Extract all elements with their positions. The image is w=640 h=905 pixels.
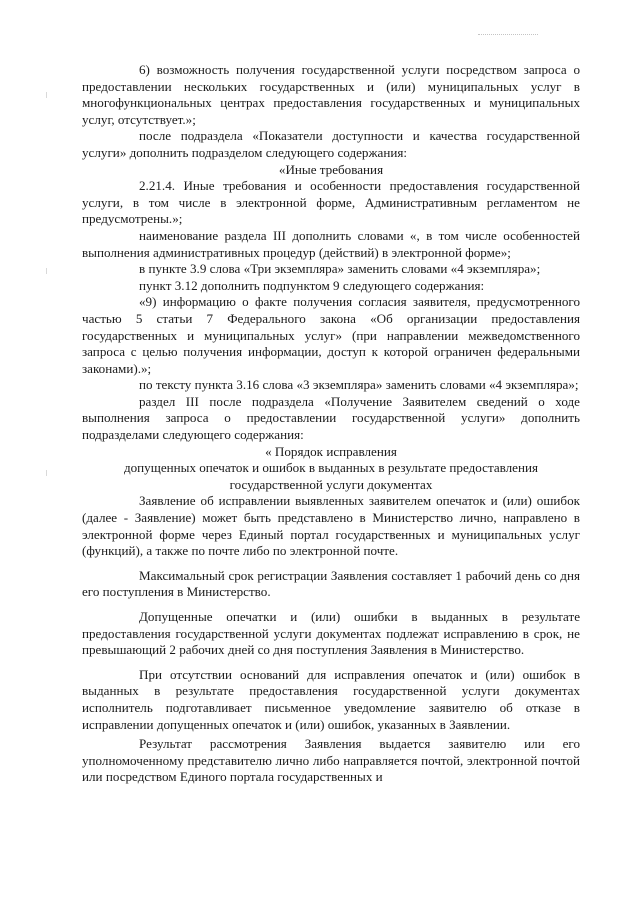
paragraph-section-iii-addition: раздел III после подраздела «Получение Заявителем сведений о ходе выполнения запроса о предоставлении государственной услуги» дополнить подразделами следующего содержания: xyxy=(82,393,580,443)
document-body xyxy=(82,62,580,786)
paragraph-2-21-4: 2.21.4. Иные требования и особенности предоставления государственной услуги, в том числе в электронной форме, Административным регламентом не предусмотрены.»; xyxy=(82,178,580,227)
paragraph-subitem-9: «9) информацию о факте получения согласия заявителя, предусмотренного частью 5 статьи 7 Федерального закона «Об организации предоставления государственных и муниципальных услуг» (при направлении межведомственного запроса с целью получения информации, доступ к которой ограничен федеральными законами).»; xyxy=(82,294,580,376)
paragraph-refusal-notice: При отсутствии оснований для исправления опечаток и (или) ошибок в выданных в результате предоставления государственной услуги документах исполнитель подготавливает письменное уведомление заявителю об отказе в исправлении допущенных опечаток и (или) ошибок, указанных в Заявлении. xyxy=(82,666,580,732)
paragraph-correction-term: Допущенные опечатки и (или) ошибки в выданных в результате предоставления государственной услуги документах подлежат исправлению в срок, не превышающий 2 рабочих дней со дня поступления Заявления в Министерство. xyxy=(82,609,580,658)
subsection-heading-other-requirements: «Иные требования xyxy=(278,161,384,177)
heading-correction-procedure-line-3: государственной услуги документах xyxy=(229,476,433,492)
scan-mark xyxy=(478,34,538,37)
heading-correction-procedure-line-1: « Порядок исправления xyxy=(265,443,397,459)
paragraph-result-delivery: Результат рассмотрения Заявления выдается заявителю или его уполномоченному представителю лично либо направляется почтой, электронной почтой или посредством Единого портала государственных и xyxy=(82,736,580,785)
paragraph-registration-term: Максимальный срок регистрации Заявления составляет 1 рабочий день со дня его поступления в Министерство. xyxy=(82,567,580,600)
paragraph-item-3-16: по тексту пункта 3.16 слова «3 экземпляра» заменить словами «4 экземпляра»; xyxy=(139,377,579,393)
scan-speck xyxy=(46,470,47,476)
paragraph-item-3-12: пункт 3.12 дополнить подпунктом 9 следующего содержания: xyxy=(139,277,485,293)
paragraph-amendment-subsection: после подраздела «Показатели доступности и качества государственной услуги» дополнить подразделом следующего содержания: xyxy=(82,128,580,160)
scan-speck xyxy=(46,268,47,274)
paragraph-section-iii-title: наименование раздела III дополнить словами «, в том числе особенностей выполнения административных процедур (действий) в электронной форме»; xyxy=(82,227,580,260)
scan-speck xyxy=(46,92,47,98)
paragraph-application-submission: Заявление об исправлении выявленных заявителем опечаток и (или) ошибок (далее - Заявление) может быть представлено в Министерство лично, направлено в электронной форме через Единый портал государственных и муниципальных услуг (функций), а также по почте либо по электронной почте. xyxy=(82,493,580,559)
paragraph-item-3-9: в пункте 3.9 слова «Три экземпляра» заменить словами «4 экземпляра»; xyxy=(139,261,541,277)
heading-correction-procedure-line-2: допущенных опечаток и ошибок в выданных в результате предоставления xyxy=(123,460,539,476)
paragraph-subitem-6: 6) возможность получения государственной услуги посредством запроса о предоставлении нескольких государственных и (или) муниципальных услуг в многофункциональных центрах предоставления государственных и муниципальных услуг, отсутствует.»; xyxy=(82,62,580,127)
